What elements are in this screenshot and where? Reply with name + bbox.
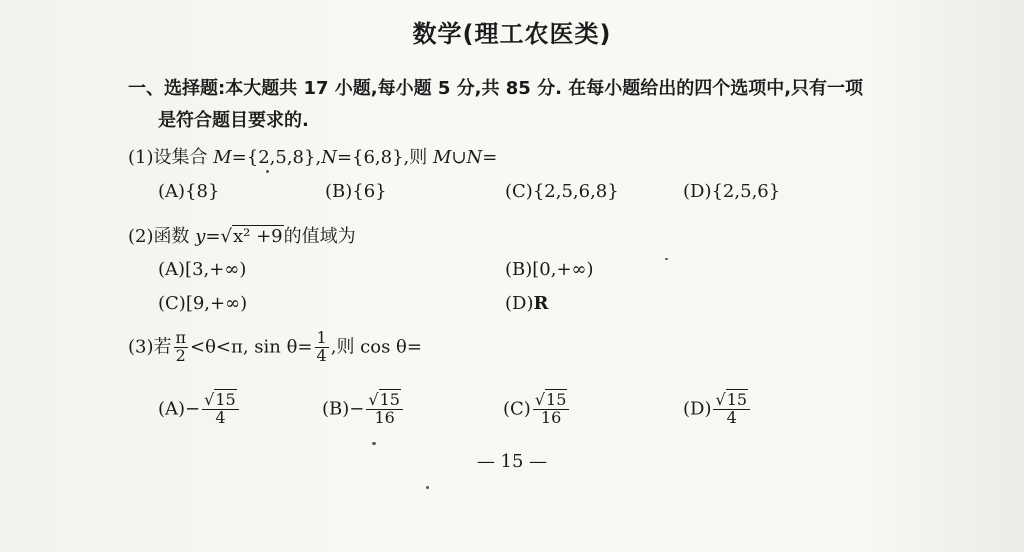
var-n: N	[321, 147, 337, 168]
q1-option-b: (B){6}	[325, 181, 387, 202]
question-2-stem: (2)函数 y=√x² +9的值域为	[128, 226, 356, 247]
var-y: y	[195, 226, 206, 247]
q3-option-c: (C) $\frac{√15}{16}$	[503, 392, 571, 427]
q2-option-b: (B)[0,+∞)	[505, 259, 594, 280]
q2-option-a: (A)[3,+∞)	[158, 259, 247, 280]
q3-option-b: (B)− $\frac{√15}{16}$	[322, 392, 405, 427]
q3-option-a: (A)− $\frac{√15}{4}$	[158, 392, 241, 427]
union-expression: M∪N	[433, 147, 483, 168]
question-number: (2)	[128, 226, 154, 247]
q3-option-d: (D) $\frac{√15}{4}$	[683, 392, 752, 427]
q1-equals: =	[482, 147, 498, 168]
fraction-1-over-4: $\frac{1}{4}$	[316, 328, 327, 365]
q1-set-m: ={2,5,8},	[231, 147, 322, 168]
scan-speck	[665, 258, 668, 260]
question-number: (1)	[128, 147, 154, 168]
q2-text-b: 的值域为	[283, 226, 356, 247]
var-m: M	[213, 147, 232, 168]
radicand: x² +9	[232, 226, 283, 247]
question-3-stem: (3)若 $\frac{\pi}{2}$ <θ<π, sin θ= $\frac{1}{4}$ ,则 cos θ=	[128, 328, 422, 365]
question-1-stem	[128, 143, 497, 169]
scan-speck	[266, 170, 269, 173]
page-number: — 15 —	[476, 451, 548, 472]
question-number: (3)	[128, 336, 154, 358]
scan-speck	[426, 486, 429, 489]
q1-set-n: ={6,8},则	[336, 147, 433, 168]
q1-text: 设集合	[153, 147, 214, 168]
q2-option-d: (D)R	[505, 293, 549, 314]
section-heading: 一、选择题:本大题共 17 小题,每小题 5 分,共 85 分. 在每小题给出的四个选项中,只有一项	[128, 78, 864, 99]
q1-option-c: (C){2,5,6,8}	[505, 181, 619, 202]
scan-speck	[372, 442, 376, 445]
q1-option-a: (A){8}	[158, 181, 220, 202]
sqrt-expression: √x² +9	[220, 226, 283, 247]
q1-option-d: (D){2,5,6}	[683, 181, 781, 202]
section-heading-cont: 是符合题目要求的.	[158, 110, 309, 131]
page-title: 数学(理工农医类)	[412, 20, 612, 48]
q2-option-c: (C)[9,+∞)	[158, 293, 248, 314]
fraction-pi-over-2: $\frac{\pi}{2}$	[175, 328, 187, 365]
q2-text: 函数	[153, 226, 196, 247]
